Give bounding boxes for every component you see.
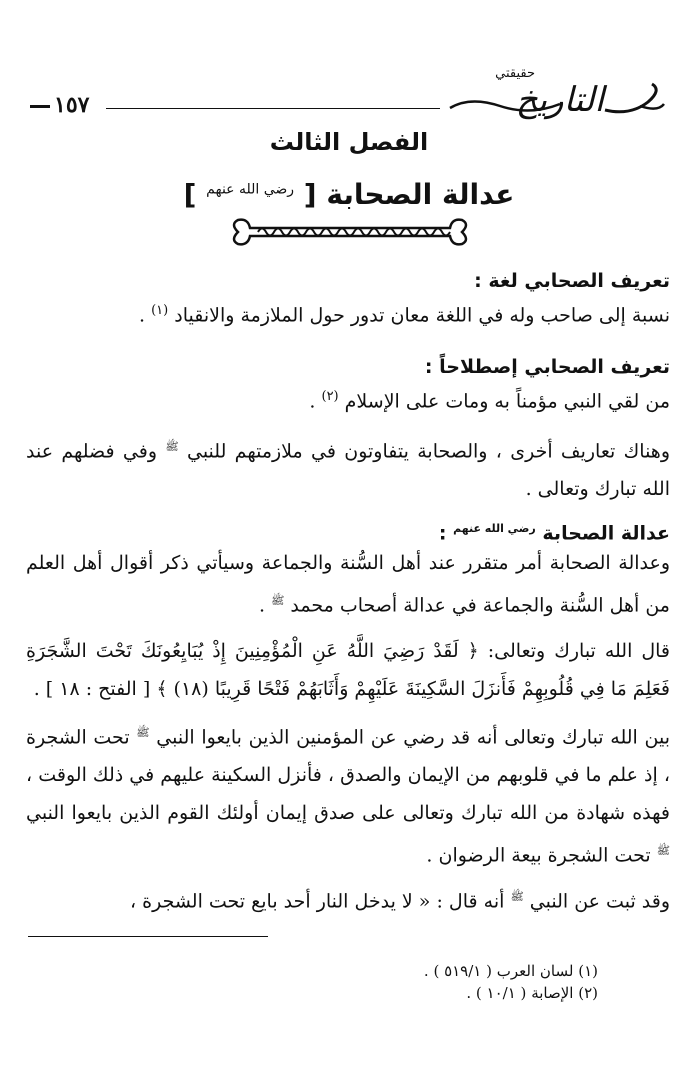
chapter-title: الفصل الثالث <box>269 128 429 156</box>
book-title: التاريخ <box>515 80 604 120</box>
salawat-glyph: ﷺ <box>510 890 524 903</box>
calligraphy-flourish-icon <box>440 76 670 126</box>
definition-terminological-heading: تعريف الصحابي إصطلاحاً : <box>424 356 670 378</box>
page-number-dash <box>30 105 50 108</box>
quran-verse-paragraph <box>26 632 670 708</box>
section-title <box>0 178 698 211</box>
bracket-close: ] <box>183 178 197 211</box>
adala-paragraph <box>26 544 670 624</box>
definition-terminological-body: من لقي النبي مؤمناً به ومات على الإسلام <box>344 390 670 413</box>
hadith-paragraph <box>26 878 670 920</box>
hadith-intro: وقد ثبت عن النبي <box>529 890 670 913</box>
definition-terminological-end: . <box>309 390 316 413</box>
page-number <box>30 94 89 116</box>
footnote-item <box>424 960 598 982</box>
salawat-glyph: ﷺ <box>656 844 670 858</box>
footnote-source: الإصابة <box>531 984 574 1002</box>
adala-heading-text: عدالة الصحابة <box>542 522 670 545</box>
book-subtitle: حقيقتي <box>495 66 535 81</box>
footnote-reference: ( ١٠/١ ) . <box>466 984 527 1002</box>
other-definitions-text: وهناك تعاريف أخرى ، والصحابة يتفاوتون في ملازمتهم للنبي <box>186 440 670 463</box>
definition-linguistic-end: . <box>138 304 146 327</box>
explanation-text-1: بين الله تبارك وتعالى أنه قد رضي عن المؤمنين الذين بايعوا النبي <box>156 726 670 749</box>
section-title-text: عدالة الصحابة <box>326 178 515 211</box>
section-honorific: رضي الله عنهم <box>206 181 295 198</box>
verse-citation: [ الفتح : ١٨ ] . <box>33 678 151 700</box>
running-header <box>30 66 670 126</box>
page-number-value: ١٥٧ <box>54 92 90 118</box>
footnote-number: (٢) <box>578 984 598 1002</box>
bracket-open: [ <box>303 178 317 211</box>
footnotes <box>424 960 598 1004</box>
adala-paragraph-text: وعدالة الصحابة أمر متقرر عند أهل السُّنة والجماعة وسيأتي ذكر أقوال أهل العلم من أهل السُّنة والجماعة في عدالة أصحاب محمد <box>26 552 670 617</box>
explanation-text-2: تحت الشجرة ، إذ علم ما في قلوبهم من الإيمان والصدق ، فأنزل السكينة عليهم في ذلك الوقت ، فهذه شهادة من الله تبارك وتعالى على صدق إيمان أولئك القوم الذين بايعوا النبي <box>26 726 670 825</box>
definition-linguistic-text <box>26 292 670 334</box>
footnote-item <box>424 982 598 1004</box>
other-definitions-paragraph <box>26 428 670 508</box>
ayah-number-badge: (١٨) <box>173 678 209 700</box>
definition-linguistic <box>26 270 670 334</box>
footnote-source: لسان العرب <box>496 962 574 980</box>
salawat-glyph: ﷺ <box>136 726 150 739</box>
book-title-logo <box>440 66 670 126</box>
definition-terminological-text <box>26 378 670 420</box>
verse-bracket-open: ﴿ <box>467 640 479 662</box>
footnote-ref-2[interactable]: (٢) <box>321 389 339 404</box>
explanation-text-3: تحت الشجرة بيعة الرضوان . <box>426 844 651 867</box>
hadith-said: أنه قال : <box>436 890 505 913</box>
adala-section <box>26 522 670 625</box>
definition-linguistic-body: نسبة إلى صاحب وله في اللغة معان تدور حول الملازمة والانقياد <box>174 304 670 327</box>
other-definitions-text-after: وفي فضلهم عند الله تبارك وتعالى . <box>26 440 670 501</box>
adala-honorific: رضي الله عنهم <box>453 522 536 535</box>
adala-heading <box>26 522 670 544</box>
footnote-rule <box>28 936 268 937</box>
verse-bracket-close: ﴾ <box>156 678 168 700</box>
footnote-ref-1[interactable]: (١) <box>151 303 169 318</box>
definition-terminological <box>26 356 670 420</box>
verse-intro: قال الله تبارك وتعالى: <box>487 640 671 662</box>
definition-linguistic-heading: تعريف الصحابي لغة : <box>474 270 670 292</box>
salawat-glyph: ﷺ <box>165 440 179 453</box>
explanation-paragraph <box>26 714 670 875</box>
hadith-quote: « لا يدخل النار أحد بايع تحت الشجرة ، <box>129 890 431 913</box>
header-rule <box>106 108 440 109</box>
footnote-reference: ( ٥١٩/١ ) . <box>423 962 492 980</box>
decorative-ornament-icon <box>228 214 472 250</box>
footnote-number: (١) <box>578 962 598 980</box>
verse-text: لَقَدْ رَضِيَ اللَّهُ عَنِ الْمُؤْمِنِينَ إِذْ يُبَايِعُونَكَ تَحْتَ الشَّجَرَةِ فَعَلِمَ مَا فِي قُلُوبِهِمْ فَأَنزَلَ السَّكِينَةَ عَلَيْهِمْ وَأَثَابَهُمْ فَتْحًا قَرِيبًا <box>26 640 670 700</box>
adala-heading-colon: : <box>438 522 447 545</box>
salawat-glyph: ﷺ <box>271 594 285 608</box>
adala-paragraph-end: . <box>258 594 266 617</box>
